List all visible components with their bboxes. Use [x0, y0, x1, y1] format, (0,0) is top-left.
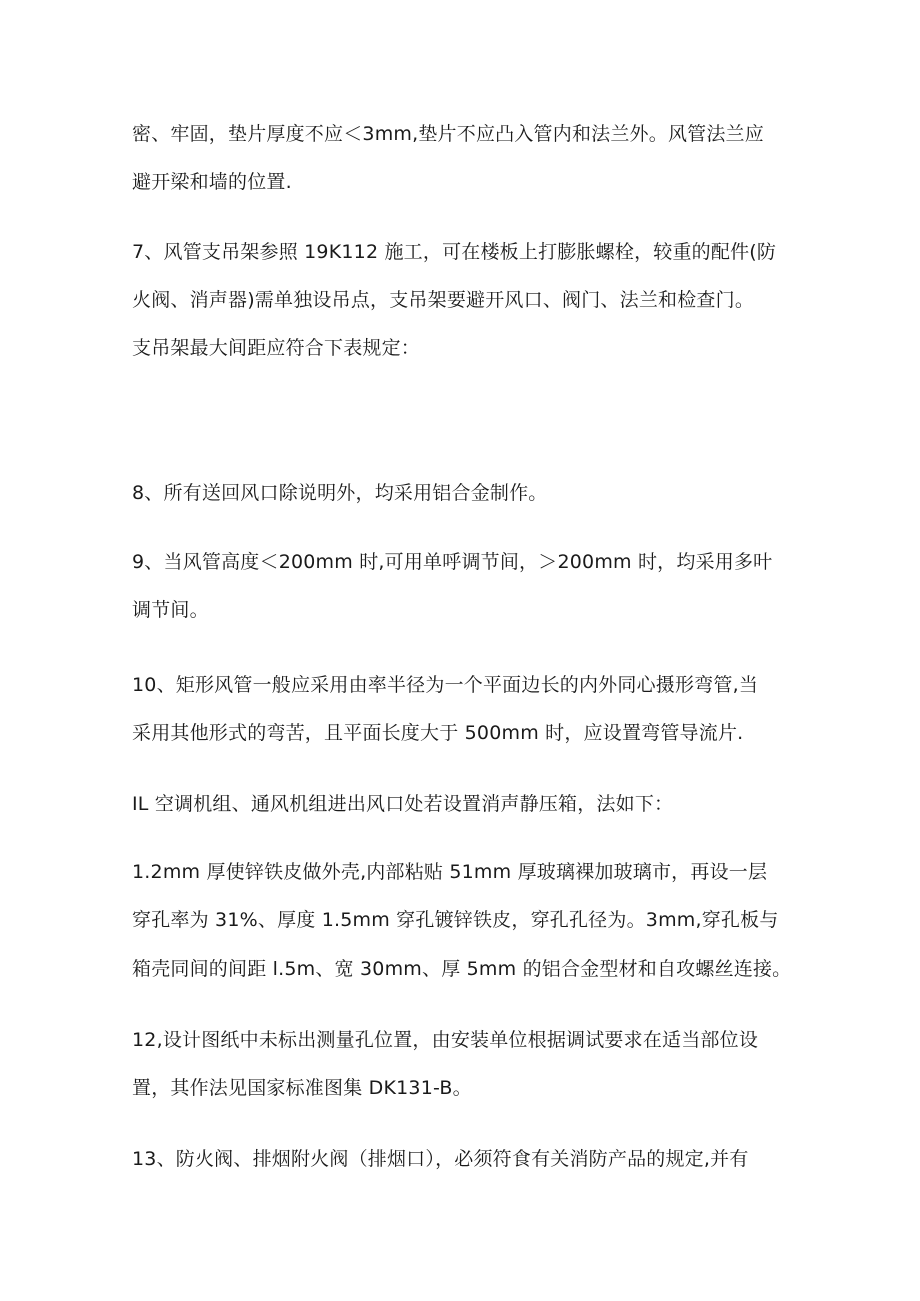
text-line-2: 避开梁和墙的位置.: [132, 171, 292, 193]
text-line-1: 密、牢固，垫片厚度不应＜3mm,垫片不应凸入管内和法兰外。风管法兰应: [132, 123, 764, 145]
text-line-3: 7、风管支吊架参照 19K112 施工，可在楼板上打膨胀螺栓，较重的配件(防: [132, 241, 777, 263]
text-line-12: 1.2mm 厚使锌铁皮做外壳,内部粘贴 51mm 厚玻璃裸加玻璃市，再设一层: [132, 861, 768, 883]
text-line-4: 火阀、消声器)需单独设吊点，支吊架要避开风口、阀门、法兰和检查门。: [132, 289, 755, 311]
text-line-11: IL 空调机组、通风机组进出风口处若设置消声静压箱，法如下：: [132, 793, 674, 815]
text-line-15: 12,设计图纸中未标出测量孔位置，由安装单位根据调试要求在适当部位设: [132, 1029, 759, 1051]
text-line-6: 8、所有送回风口除说明外，均采用铝合金制作。: [132, 482, 548, 504]
text-line-9: 10、矩形风管一般应采用由率半径为一个平面边长的内外同心摄形弯管,当: [132, 674, 759, 696]
text-line-17: 13、防火阀、排烟附火阀（排烟口），必须符食有关消防产品的规定,并有: [132, 1148, 749, 1170]
text-line-14: 箱壳同间的间距 l.5m、宽 30mm、厚 5mm 的铝合金型材和自攻螺丝连接。: [132, 958, 792, 980]
text-line-8: 调节间。: [132, 599, 209, 621]
text-line-7: 9、当风管高度＜200mm 时,可用单呼调节间，＞200mm 时，均采用多叶: [132, 551, 773, 573]
text-line-13: 穿孔率为 31%、厚度 1.5mm 穿孔镀锌铁皮，穿孔孔径为。3mm,穿孔板与: [132, 909, 779, 931]
text-line-16: 置，其作法见国家标准图集 DK131-B。: [132, 1077, 472, 1099]
text-line-10: 采用其他形式的弯苦，且平面长度大于 500mm 时，应设置弯管导流片.: [132, 722, 744, 744]
text-line-5: 支吊架最大间距应符合下表规定：: [132, 337, 421, 359]
